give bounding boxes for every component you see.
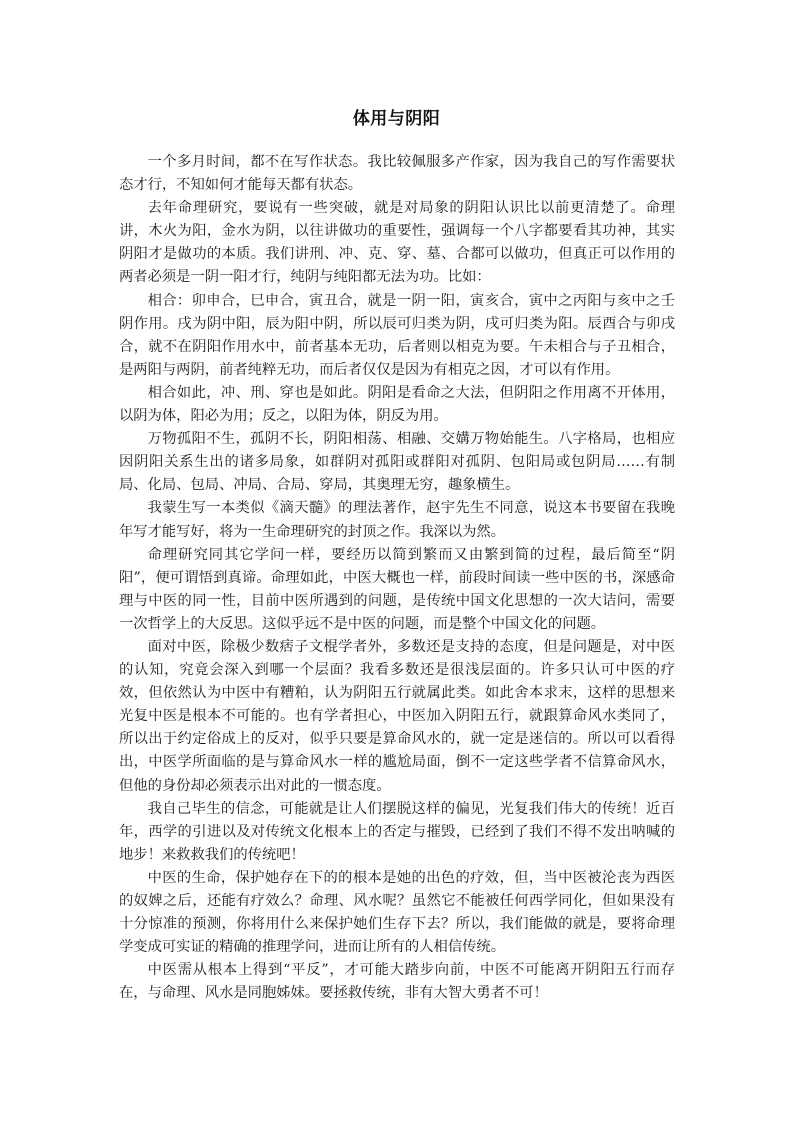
paragraph: 面对中医，除极少数痞子文棍学者外，多数还是支持的态度，但是问题是，对中医的认知，究竟会深入到哪一个层面？我看多数还是很浅层面的。许多只认可中医的疗效，但依然认为中医中有糟粕，认为阴阳五行就属此类。如此舍本求末，这样的思想来光复中医是根本不可能的。也有学者担心，中医加入阴阳五行，就跟算命风水类同了，所以出于约定俗成上的反对，似乎只要是算命风水的，就一定是迷信的。所以可以看得出，中医学所面临的是与算命风水一样的尴尬局面，倒不一定这些学者不信算命风水，但他的身份却必须表示出对此的一惯态度。 xyxy=(119,638,675,794)
document-body xyxy=(119,151,675,1005)
paragraph: 中医需从根本上得到“平反”，才可能大踏步向前，中医不可能离开阴阳五行而存在，与命理、风水是同胞姊妹。要拯救传统，非有大智大勇者不可！ xyxy=(119,962,675,1002)
paragraph: 我蒙生写一本类似《滴天髓》的理法著作，赵宇先生不同意，说这本书要留在我晚年写才能写好，将为一生命理研究的封顶之作。我深以为然。 xyxy=(119,500,675,540)
paragraph: 相合如此，冲、刑、穿也是如此。阴阳是看命之大法，但阴阳之作用离不开体用，以阴为体，阳必为用；反之，以阳为体，阴反为用。 xyxy=(119,384,675,425)
document-title: 体用与阴阳 xyxy=(352,109,441,129)
paragraph: 命理研究同其它学问一样，要经历以简到繁而又由繁到简的过程，最后简至“阴阳”，便可谓悟到真谛。命理如此，中医大概也一样，前段时间读一些中医的书，深感命理与中医的同一性，目前中医所遇到的问题，是传统中国文化思想的一次大诘问，需要一次哲学上的大反思。这似乎远不是中医的问题，而是整个中国文化的问题。 xyxy=(119,546,675,632)
paragraph: 去年命理研究，要说有一些突破，就是对局象的阴阳认识比以前更清楚了。命理讲，木火为阳，金水为阴，以往讲做功的重要性，强调每一个八字都要看其功神，其实阴阳才是做功的本质。我们讲刑、冲、克、穿、墓、合都可以做功，但真正可以作用的两者必须是一阴一阳才行，纯阴与纯阳都无法为功。比如： xyxy=(119,200,675,286)
paragraph: 我自己毕生的信念，可能就是让人们摆脱这样的偏见，光复我们伟大的传统！近百年，西学的引进以及对传统文化根本上的否定与摧毁，已经到了我们不得不发出呐喊的地步！来救救我们的传统吧！ xyxy=(119,800,675,863)
paragraph: 万物孤阳不生，孤阴不长，阴阳相荡、相融、交媾万物始能生。八字格局，也相应因阴阳关系生出的诸多局象，如群阴对孤阳或群阳对孤阴、包阳局或包阴局……有制局、化局、包局、冲局、合局、穿局，其奥理无穷，趣象横生。 xyxy=(119,431,675,494)
paragraph: 一个多月时间，都不在写作状态。我比较佩服多产作家，因为我自己的写作需要状态才行，不知如何才能每天都有状态。 xyxy=(119,154,675,194)
paragraph: 中医的生命，保护她存在下的的根本是她的出色的疗效，但，当中医被沦丧为西医的奴婢之后，还能有疗效么？命理、风水呢？虽然它不能被任何西学同化，但如果没有十分惊准的预测，你将用什么来保护她们生存下去？所以，我们能做的就是，要将命理学变成可实证的精确的推理学问，进而让所有的人相信传统。 xyxy=(119,869,675,956)
paragraph: 相合：卯申合，巳申合，寅丑合，就是一阴一阳，寅亥合，寅中之丙阳与亥中之壬阴作用。戌为阴中阳，辰为阳中阴，所以辰可归类为阴，戌可归类为阳。辰酉合与卯戌合，就不在阴阳作用水中，前者基本无功，后者则以相克为要。午未相合与子丑相合，是两阳与两阴，前者纯粹无功，而后者仅仅是因为有相克之因，才可以有作用。 xyxy=(119,292,675,378)
